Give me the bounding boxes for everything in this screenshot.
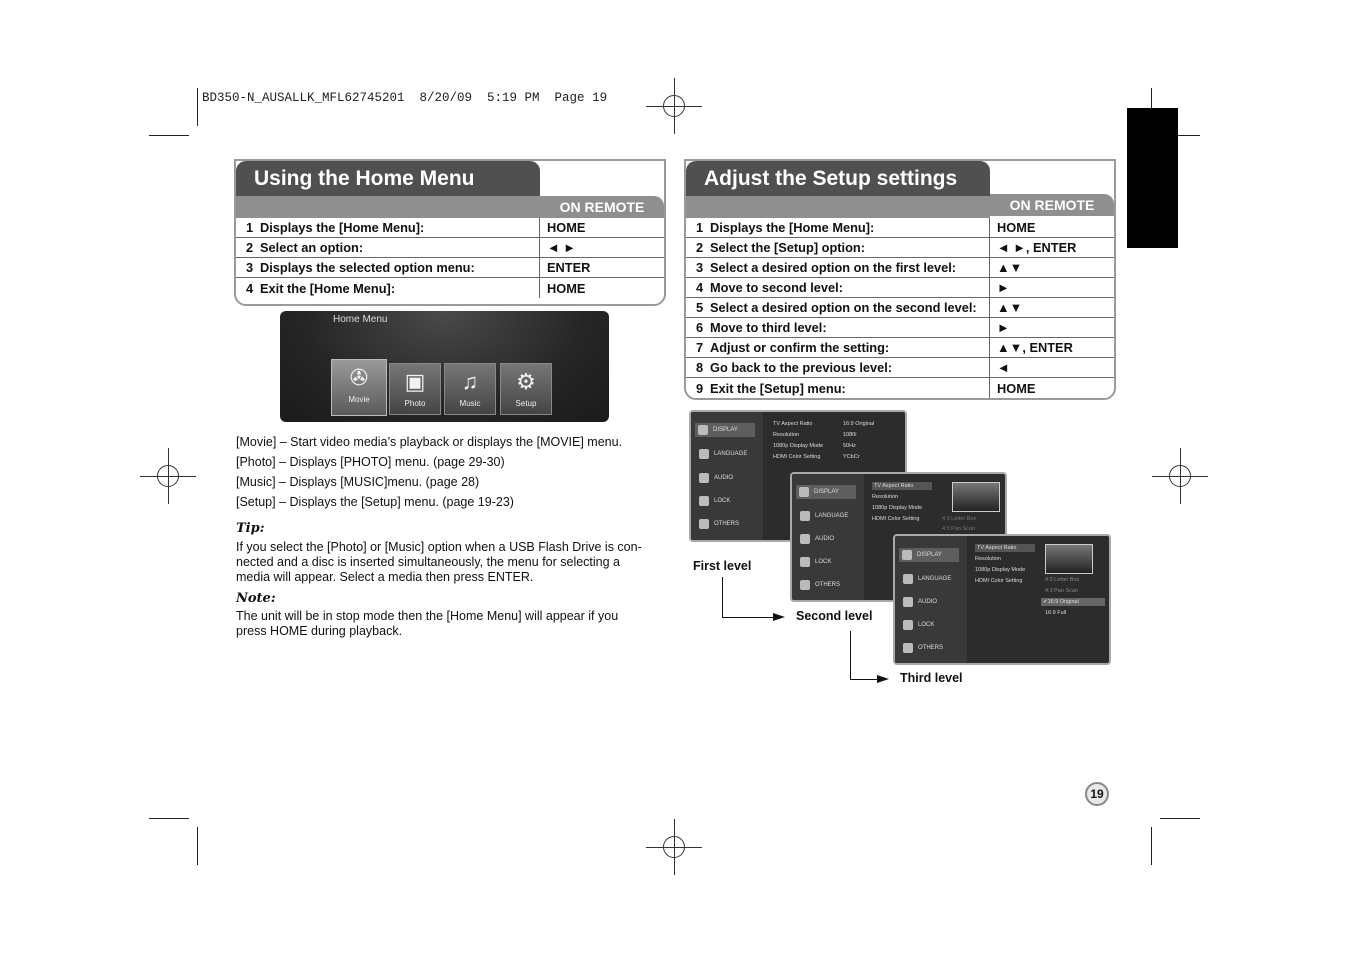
description-music: [Music] – Displays [MUSIC]menu. (page 28) (236, 475, 480, 489)
menu-item-audio: AUDIO (699, 473, 733, 483)
tip-heading: Tip: (236, 521, 265, 536)
table-row: 6 Move to third level: ► (686, 318, 1114, 338)
option-name: TV Aspect Ratio (872, 482, 932, 490)
faded-value: 4:3 Letter Box (942, 516, 977, 522)
tip-text: If you select the [Photo] or [Music] option when a USB Flash Drive is con- (236, 540, 642, 554)
option-name: TV Aspect Ratio (975, 544, 1035, 552)
option-name: HDMI Color Setting (975, 578, 1023, 584)
home-menu-table (236, 218, 664, 304)
table-row: 9 Exit the [Setup] menu: HOME (686, 378, 1114, 398)
others-icon (903, 643, 913, 653)
menu-item-display: DISPLAY (695, 423, 755, 437)
table-row: 4 Move to second level: ► (686, 278, 1114, 298)
value-option: 4:3 Letter Box (1045, 577, 1080, 583)
lock-icon (903, 620, 913, 630)
table-row: 4 Exit the [Home Menu]: HOME (236, 278, 664, 298)
option-name: HDMI Color Setting (872, 516, 920, 522)
option-name: TV Aspect Ratio (773, 421, 813, 427)
aspect-preview-image (1045, 544, 1093, 574)
music-icon: ♫ (461, 369, 479, 394)
setup-panel (684, 159, 1116, 400)
menu-item-lock: LOCK (903, 620, 934, 630)
others-icon (800, 580, 810, 590)
table-row: 7 Adjust or confirm the setting: ▲▼, ENTER (686, 338, 1114, 358)
setup-sidebar (895, 536, 967, 663)
movie-tile: ✇ Movie (331, 359, 387, 416)
menu-item-language: LANGUAGE (699, 449, 747, 459)
registration-mark-icon (663, 836, 685, 858)
registration-mark-icon (1169, 465, 1191, 487)
option-name: 1080p Display Mode (872, 505, 923, 511)
note-text: The unit will be in stop mode then the [Home Menu] will appear if you (236, 609, 619, 623)
crop-mark (1151, 827, 1152, 865)
value-option: 16:9 Full (1045, 610, 1067, 616)
option-value: YCbCr (843, 454, 860, 460)
menu-item-language: LANGUAGE (800, 511, 848, 521)
option-name: 1080p Display Mode (773, 443, 824, 449)
home-menu-screen (280, 311, 609, 422)
option-name: Resolution (773, 432, 799, 438)
crop-mark (149, 135, 189, 136)
menu-item-others: OTHERS (903, 643, 943, 653)
note-heading: Note: (236, 591, 276, 606)
on-remote-header: ON REMOTE (990, 194, 1114, 216)
tip-text: media will appear. Select a media then press ENTER. (236, 570, 534, 584)
section-tab (1127, 108, 1178, 248)
section-title: Using the Home Menu (236, 161, 540, 196)
option-name: Resolution (975, 556, 1001, 562)
option-name: Resolution (872, 494, 898, 500)
menu-item-lock: LOCK (800, 557, 831, 567)
photo-icon: ▣ (404, 369, 426, 394)
setup-sidebar (691, 412, 763, 540)
registration-mark-icon (663, 95, 685, 117)
setup-table (686, 218, 1114, 398)
option-name: 1080p Display Mode (975, 567, 1026, 573)
table-row: 2 Select an option: ◄ ► (236, 238, 664, 258)
arrow-right-icon (773, 613, 785, 621)
option-value: 16:9 Original (843, 421, 875, 427)
on-remote-header: ON REMOTE (540, 196, 664, 218)
crop-mark (197, 88, 198, 126)
note-text: press HOME during playback. (236, 624, 403, 638)
connector-line (722, 617, 774, 618)
tip-text: nected and a disc is inserted simultaneously, the menu for selecting a (236, 555, 621, 569)
option-value: 50Hz (843, 443, 856, 449)
lock-icon (699, 496, 709, 506)
menu-item-lock: LOCK (699, 496, 730, 506)
language-icon (800, 511, 810, 521)
connector-line (850, 631, 851, 680)
tv-icon (902, 550, 912, 560)
speaker-icon (699, 473, 709, 483)
first-level-label: First level (693, 559, 752, 573)
arrow-right-icon (877, 675, 889, 683)
faded-value: 4:3 Pan Scan (942, 526, 976, 532)
menu-item-audio: AUDIO (800, 534, 834, 544)
table-row: 1 Displays the [Home Menu]: HOME (236, 218, 664, 238)
others-icon (699, 519, 709, 529)
table-row: 8 Go back to the previous level: ◄ (686, 358, 1114, 378)
option-name: HDMI Color Setting (773, 454, 821, 460)
home-menu-panel (234, 159, 666, 306)
connector-line (722, 577, 723, 618)
table-row: 5 Select a desired option on the second level: ▲▼ (686, 298, 1114, 318)
music-tile: ♫ Music (444, 363, 496, 415)
crop-mark (197, 827, 198, 865)
setup-screen-third-level (893, 534, 1111, 665)
menu-item-others: OTHERS (800, 580, 840, 590)
table-row: 3 Select a desired option on the first level: ▲▼ (686, 258, 1114, 278)
description-movie: [Movie] – Start video media’s playback or displays the [MOVIE] menu. (236, 435, 623, 449)
tv-icon (698, 425, 708, 435)
value-option: 4:3 Pan Scan (1045, 588, 1079, 594)
table-row: 1 Displays the [Home Menu]: HOME (686, 218, 1114, 238)
menu-item-others: OTHERS (699, 519, 739, 529)
description-photo: [Photo] – Displays [PHOTO] menu. (page 29-30) (236, 455, 505, 469)
second-level-label: Second level (796, 609, 873, 623)
speaker-icon (800, 534, 810, 544)
registration-mark-icon (157, 465, 179, 487)
menu-item-audio: AUDIO (903, 597, 937, 607)
header-bar (236, 196, 540, 218)
third-level-label: Third level (900, 671, 963, 685)
page-number: 19 (1085, 782, 1109, 806)
home-menu-title: Home Menu (333, 314, 388, 325)
value-option-selected: ✔16:9 Original (1041, 598, 1105, 606)
connector-line (850, 679, 878, 680)
gear-icon: ⚙ (516, 369, 536, 394)
language-icon (903, 574, 913, 584)
section-title: Adjust the Setup settings (686, 161, 990, 196)
setup-sidebar (792, 474, 864, 600)
description-setup: [Setup] – Displays the [Setup] menu. (page 19-23) (236, 495, 514, 509)
movie-icon: ✇ (349, 365, 369, 390)
photo-tile: ▣ Photo (389, 363, 441, 415)
aspect-preview-image (952, 482, 1000, 512)
crop-mark (1160, 818, 1200, 819)
setup-tile: ⚙ Setup (500, 363, 552, 415)
speaker-icon (903, 597, 913, 607)
lock-icon (800, 557, 810, 567)
menu-item-display: DISPLAY (796, 485, 856, 499)
header-bar (686, 196, 990, 218)
option-value: 1080i (843, 432, 857, 438)
tv-icon (799, 487, 809, 497)
table-row: 3 Displays the selected option menu: ENTER (236, 258, 664, 278)
menu-item-display: DISPLAY (899, 548, 959, 562)
menu-item-language: LANGUAGE (903, 574, 951, 584)
language-icon (699, 449, 709, 459)
table-row: 2 Select the [Setup] option: ◄ ►, ENTER (686, 238, 1114, 258)
print-slug: BD350-N_AUSALLK_MFL62745201 8/20/09 5:19 PM Page 19 (202, 91, 608, 105)
crop-mark (149, 818, 189, 819)
